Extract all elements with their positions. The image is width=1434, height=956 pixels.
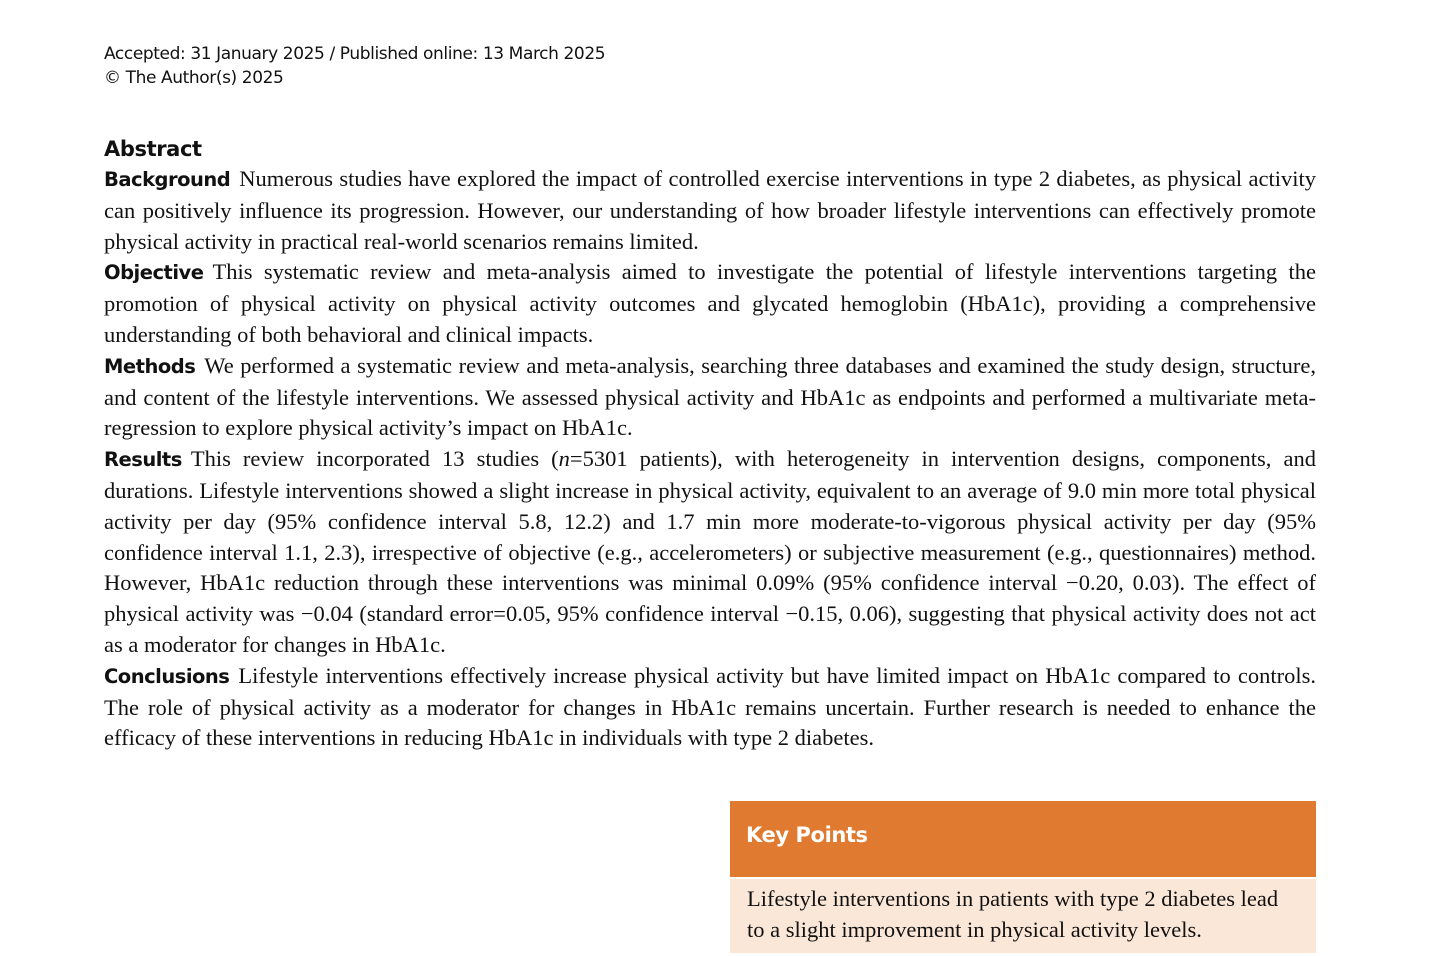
abstract-results xyxy=(104,444,1316,661)
methods-text: We performed a systematic review and meta-analysis, searching three databases and examined the study design, structure, and content of the lifestyle interventions. We assessed physical activity and HbA1c as endpoints and performed a multivariate meta-regression to explore physical activity’s impact on HbA1c. xyxy=(104,352,1316,441)
background-text: Numerous studies have explored the impact of controlled exercise interventions in type 2 diabetes, as physical activity can positively influence its progression. However, our understanding of how broader lifestyle interventions can effectively promote physical activity in practical real-world scenarios remains limited. xyxy=(104,166,1316,254)
key-points-title: Key Points xyxy=(730,801,1316,877)
results-n-symbol: n xyxy=(558,446,570,472)
results-text-before: This review incorporated 13 studies ( xyxy=(190,446,559,472)
background-label: Background xyxy=(104,168,231,191)
objective-text: This systematic review and meta-analysis aimed to investigate the potential of lifestyle interventions targeting the promotion of physical activity on physical activity outcomes and glycated hemoglobin (HbA1c), providing a comprehensive understanding of both behavioral and clinical impacts. xyxy=(104,259,1316,347)
abstract-methods xyxy=(104,351,1316,444)
objective-label: Objective xyxy=(104,261,204,285)
conclusions-label: Conclusions xyxy=(104,664,230,688)
key-points-box xyxy=(730,801,1316,953)
key-points-item: Lifestyle interventions in patients with type 2 diabetes lead to a slight improvement in physical activity levels. xyxy=(730,877,1316,953)
abstract-background xyxy=(104,164,1316,257)
abstract-objective xyxy=(104,257,1316,350)
article-meta xyxy=(104,42,605,90)
results-label: Results xyxy=(104,448,182,472)
conclusions-text: Lifestyle interventions effectively increase physical activity but have limited impact on HbA1c compared to controls. The role of physical activity as a moderator for changes in HbA1c remains uncertain. Further research is needed to enhance the efficacy of these interventions in reducing HbA1c in individuals with type 2 diabetes. xyxy=(104,662,1316,751)
abstract-conclusions xyxy=(104,661,1316,754)
abstract-heading: Abstract xyxy=(104,137,202,161)
publication-dates: Accepted: 31 January 2025 / Published online: 13 March 2025 xyxy=(104,44,606,64)
methods-label: Methods xyxy=(104,354,196,378)
abstract xyxy=(104,134,1316,754)
copyright-notice: © The Author(s) 2025 xyxy=(104,68,284,88)
results-text-after: =5301 patients), with heterogeneity in intervention designs, components, and durations. Lifestyle interventions showed a slight increase in physical activity, equivalent to an average of 9.0 min more total physical activity per day (95% confidence interval 5.8, 12.2) and 1.7 min more moderate-to-vigorous physical activity per day (95% confidence interval 1.1, 2.3), irrespective of objective (e.g., accelerometers) or subjective measurement (e.g., questionnaires) method. However, HbA1c reduction through these interventions was minimal 0.09% (95% confidence interval −0.20, 0.03). The effect of physical activity was −0.04 (standard error=0.05, 95% confidence interval −0.15, 0.06), suggesting that physical activity does not act as a moderator for changes in HbA1c. xyxy=(104,446,1316,657)
